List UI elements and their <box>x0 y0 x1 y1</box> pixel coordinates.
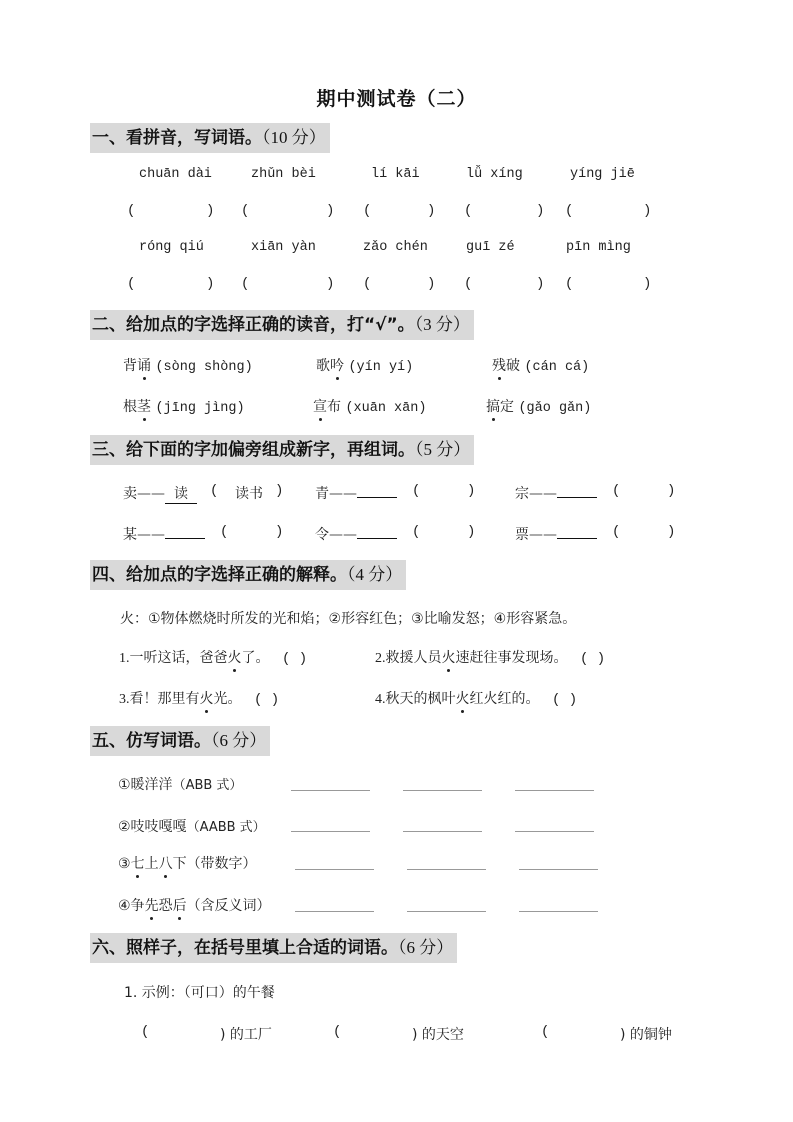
word-paren-close: ) <box>667 524 676 540</box>
pinyin-1-2: zhǔn bèi <box>251 167 316 182</box>
answer-blank-10-open[interactable]: ( <box>565 276 574 292</box>
new-char-blank[interactable]: 读 <box>165 483 197 504</box>
dash: —— <box>137 527 165 543</box>
reading-item-5[interactable] <box>313 396 426 416</box>
dotted-char: 吟 <box>330 355 344 375</box>
new-char-blank[interactable] <box>357 538 397 539</box>
example-word: ④争先恐后 <box>118 898 187 914</box>
word-paren-open[interactable]: ( <box>412 483 421 499</box>
reading-item-3-post: 破 <box>506 358 520 374</box>
sentence-post: 光。 <box>213 691 242 707</box>
answer-blank-6-close: ) <box>206 276 215 292</box>
new-char-blank[interactable] <box>357 497 397 498</box>
dash: —— <box>329 527 357 543</box>
base-char: 青 <box>315 486 329 502</box>
section-5-points: （6 分） <box>211 731 267 750</box>
section-2-heading <box>90 310 474 340</box>
radical-item-4 <box>123 524 205 544</box>
reading-item-2-char: 歌 <box>316 358 330 374</box>
answer-line[interactable] <box>295 911 374 912</box>
pattern-hint: （带数字） <box>186 856 257 872</box>
noun-phrase: 的铜钟 <box>629 1027 672 1043</box>
fill-blank-3-close: ) <box>620 1027 626 1043</box>
pinyin-1-3: lí kāi <box>371 167 420 182</box>
dotted-char: 火 <box>456 688 470 708</box>
item-number: 2. <box>375 651 386 666</box>
reading-item-1-char: 背 <box>123 358 137 374</box>
radical-item-5 <box>315 524 397 544</box>
answer-blank-8-open[interactable]: ( <box>363 276 372 292</box>
answer-blank-1-close: ) <box>206 203 215 219</box>
reading-options[interactable]: (jīng jìng) <box>155 401 245 416</box>
answer-line[interactable] <box>407 869 486 870</box>
word-paren-close: ) <box>275 524 284 540</box>
section-2-points: （3 分） <box>414 315 470 334</box>
pinyin-1-1: chuān dài <box>139 167 212 182</box>
word-paren-close: ) <box>467 524 476 540</box>
dotted-char: 诵 <box>137 355 151 375</box>
section-1-points: （10 分） <box>262 128 326 147</box>
meaning-item-1 <box>119 647 307 667</box>
sentence-post: 了。 <box>241 650 270 666</box>
example-word: ②吱吱嘎嘎 <box>118 819 187 835</box>
reading-item-3[interactable] <box>492 355 589 375</box>
reading-options[interactable]: (xuān xān) <box>345 401 427 416</box>
pattern-hint: （AABB 式） <box>186 820 266 835</box>
section-3-title: 三、给下面的字加偏旁组成新字，再组词。 <box>92 440 415 460</box>
sentence-post: 速赶往事发现场。 <box>455 650 568 666</box>
answer-blank-2-close: ) <box>326 203 335 219</box>
meaning-item-4 <box>375 688 577 708</box>
reading-options[interactable]: (gǎo gǎn) <box>518 401 592 416</box>
new-char-blank[interactable] <box>557 497 597 498</box>
word-paren-close: ) <box>275 483 284 499</box>
fill-blank-1-suffix <box>220 1024 272 1044</box>
answer-line[interactable] <box>515 831 594 832</box>
sentence-post: 红火红的。 <box>469 691 540 707</box>
reading-item-4-char: 根 <box>123 399 137 415</box>
dotted-char: 八 <box>159 853 173 873</box>
item-number: 1. <box>119 651 130 666</box>
definition-text: 火：①物体燃烧时所发的光和焰；②形容红色；③比喻发怒；④形容紧急。 <box>120 611 577 627</box>
section-3-heading <box>90 435 474 465</box>
fill-blank-1-close: ) <box>220 1027 226 1043</box>
answer-blank-5-open[interactable]: ( <box>565 203 574 219</box>
example-word: ①暖洋洋 <box>118 777 173 793</box>
new-char-blank[interactable] <box>557 538 597 539</box>
word-paren-close: ) <box>467 483 476 499</box>
dotted-char: 后 <box>173 895 187 915</box>
reading-options[interactable]: (yín yí) <box>348 360 414 375</box>
answer-blank-7-close: ) <box>326 276 335 292</box>
dotted-char: 茎 <box>137 396 151 416</box>
answer-blank[interactable]: ( ) <box>253 692 280 708</box>
radical-item-1 <box>123 483 197 504</box>
section-6-heading <box>90 933 457 963</box>
answer-line[interactable] <box>519 869 598 870</box>
imitate-item-3 <box>118 853 257 873</box>
section-4-heading <box>90 560 406 590</box>
reading-item-4[interactable] <box>123 396 245 416</box>
dotted-char: 火 <box>200 688 214 708</box>
pinyin-1-4: lǚ xíng <box>466 167 523 182</box>
word-paren-open[interactable]: ( <box>612 483 621 499</box>
dotted-char: 火 <box>228 647 242 667</box>
section-5-title: 五、仿写词语。 <box>92 731 211 751</box>
pattern-hint: （ABB 式） <box>172 778 243 793</box>
fill-blank-2-close: ) <box>412 1027 418 1043</box>
pinyin-2-3: zǎo chén <box>363 240 428 255</box>
dotted-char: 先 <box>145 895 159 915</box>
sentence-pre: 秋天的枫叶 <box>385 691 456 707</box>
sentence-pre: 一听这话，爸爸 <box>129 650 228 666</box>
answer-line[interactable] <box>291 790 370 791</box>
new-char-blank[interactable] <box>165 538 205 539</box>
item-number: 4. <box>375 692 386 707</box>
section-1-heading <box>90 123 330 153</box>
reading-item-6-post: 定 <box>500 399 514 415</box>
fill-blank-3-suffix <box>620 1024 672 1044</box>
answer-blank-2-open[interactable]: ( <box>241 203 250 219</box>
answer-line[interactable] <box>515 790 594 791</box>
base-char: 某 <box>123 527 137 543</box>
section-5-heading <box>90 726 270 756</box>
answer-blank-4-close: ) <box>536 203 545 219</box>
dotted-char: 残 <box>492 355 506 375</box>
pinyin-2-1: róng qiú <box>139 240 204 255</box>
answer-line[interactable] <box>295 869 374 870</box>
answer-blank-3-open[interactable]: ( <box>363 203 372 219</box>
answer-blank-10-close: ) <box>643 276 652 292</box>
dash: —— <box>529 486 557 502</box>
reading-options[interactable]: (cán cá) <box>524 360 590 375</box>
pinyin-2-2: xiān yàn <box>251 240 316 255</box>
page-title: 期中测试卷（二） <box>316 88 477 110</box>
answer-line[interactable] <box>519 911 598 912</box>
imitate-item-2 <box>118 816 266 836</box>
item-number: 3. <box>119 692 130 707</box>
answer-blank-1-open[interactable]: ( <box>127 203 136 219</box>
word-paren-open[interactable]: ( <box>220 524 229 540</box>
imitate-item-4 <box>118 895 271 915</box>
answer-blank[interactable]: ( ) <box>281 651 308 667</box>
noun-phrase: 的天空 <box>421 1027 464 1043</box>
meaning-item-2 <box>375 647 605 667</box>
dash: —— <box>137 486 165 502</box>
dash: —— <box>529 527 557 543</box>
word-paren-open[interactable]: ( <box>612 524 621 540</box>
base-char: 票 <box>515 527 529 543</box>
fill-blank-3-open[interactable]: ( <box>541 1024 550 1040</box>
answer-blank-9-open[interactable]: ( <box>464 276 473 292</box>
dotted-char: 七 <box>131 853 145 873</box>
section-6-title: 六、照样子，在括号里填上合适的词语。 <box>92 938 398 958</box>
dotted-char: 火 <box>442 647 456 667</box>
answer-blank-8-close: ) <box>427 276 436 292</box>
base-char: 卖 <box>123 486 137 502</box>
radical-item-2 <box>315 483 397 503</box>
dotted-char: 搞 <box>486 396 500 416</box>
fill-blank-2-open[interactable]: ( <box>333 1024 342 1040</box>
answer-blank-3-close: ) <box>427 203 436 219</box>
sentence-pre: 看！那里有 <box>129 691 200 707</box>
answer-blank-9-close: ) <box>536 276 545 292</box>
noun-phrase: 的工厂 <box>229 1027 272 1043</box>
word-paren-open[interactable]: ( <box>412 524 421 540</box>
imitate-item-1 <box>118 774 242 794</box>
pinyin-2-5: pīn mìng <box>566 240 631 255</box>
reading-options[interactable]: (sòng shòng) <box>155 360 253 375</box>
answer-blank-7-open[interactable]: ( <box>241 276 250 292</box>
section-1-title: 一、看拼音，写词语。 <box>92 128 262 148</box>
answer-blank-4-open[interactable]: ( <box>464 203 473 219</box>
section-4-title: 四、给加点的字选择正确的解释。 <box>92 565 347 585</box>
fill-blank-2-suffix <box>412 1024 464 1044</box>
answer-blank-5-close: ) <box>643 203 652 219</box>
section-2-title: 二、给加点的字选择正确的读音，打“√”。 <box>92 315 415 335</box>
base-char: 宗 <box>515 486 529 502</box>
section-4-points: （4 分） <box>347 565 403 584</box>
word-blank[interactable]: 读书 <box>235 486 263 502</box>
radical-item-6 <box>515 524 597 544</box>
reading-item-6[interactable] <box>486 396 591 416</box>
answer-blank[interactable]: ( ) <box>579 651 606 667</box>
word-paren-close: ) <box>667 483 676 499</box>
section-6-points: （6 分） <box>398 938 454 957</box>
answer-line[interactable] <box>403 831 482 832</box>
reading-item-1[interactable] <box>123 355 253 375</box>
answer-line[interactable] <box>291 831 370 832</box>
example-word: ③七上八下 <box>118 856 187 872</box>
pattern-hint: （含反义词） <box>186 898 271 914</box>
word-paren-open: ( <box>210 483 219 499</box>
answer-blank-6-open[interactable]: ( <box>127 276 136 292</box>
fill-blank-1-open[interactable]: ( <box>141 1024 150 1040</box>
pinyin-2-4: guī zé <box>466 240 515 255</box>
answer-line[interactable] <box>403 790 482 791</box>
reading-item-5-post: 布 <box>327 399 341 415</box>
sentence-pre: 救援人员 <box>385 650 442 666</box>
example-text: 1. 示例：（可口）的午餐 <box>124 985 275 1001</box>
reading-item-2[interactable] <box>316 355 413 375</box>
dotted-char: 宣 <box>313 396 327 416</box>
radical-item-3 <box>515 483 597 503</box>
answer-line[interactable] <box>407 911 486 912</box>
pinyin-1-5: yíng jiē <box>570 167 635 182</box>
meaning-item-3 <box>119 688 279 708</box>
section-3-points: （5 分） <box>415 440 471 459</box>
base-char: 令 <box>315 527 329 543</box>
answer-blank[interactable]: ( ) <box>551 692 578 708</box>
dash: —— <box>329 486 357 502</box>
